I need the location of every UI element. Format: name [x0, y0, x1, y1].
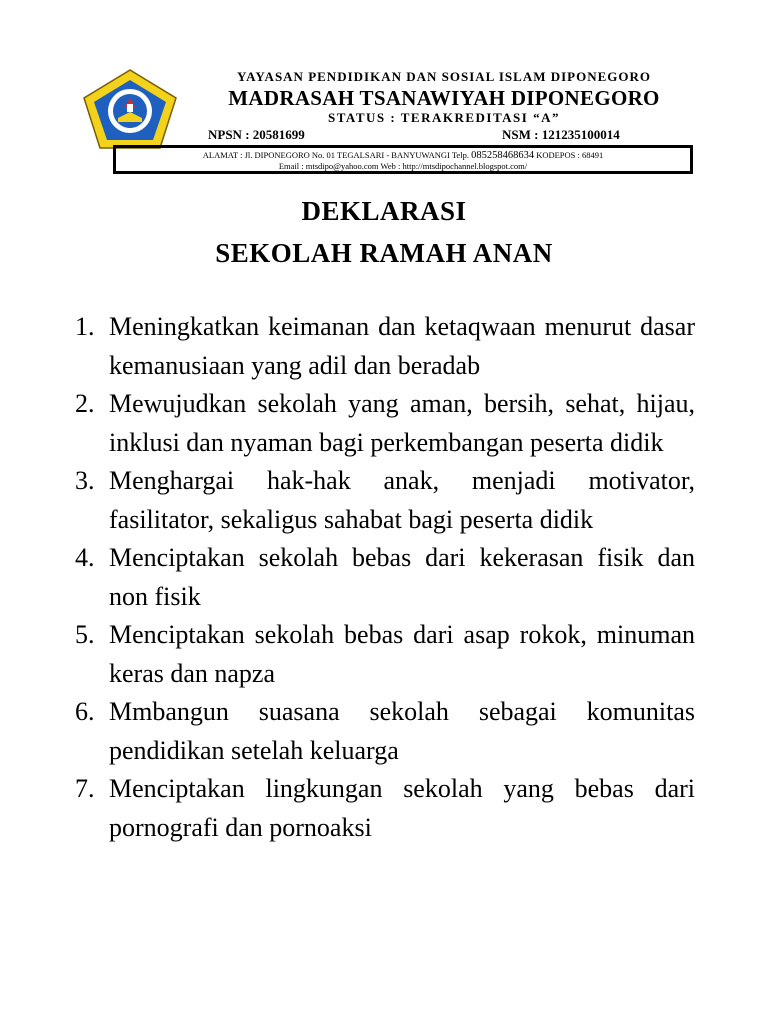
item-number: 3.	[75, 466, 95, 495]
item-text: Mewujudkan sekolah yang aman, bersih, sehat, hijau, inklusi dan nyaman bagi perkembangan peserta didik	[109, 389, 695, 457]
address-text: ALAMAT : Jl. DIPONEGORO No. 01 TEGALSARI - BANYUWANGI Telp.	[202, 150, 469, 160]
item-text: Menciptakan sekolah bebas dari asap rokok, minuman keras dan napza	[109, 620, 695, 688]
list-item	[75, 693, 695, 770]
document-subtitle: SEKOLAH RAMAH ANAN	[215, 238, 553, 268]
nsm-number: NSM : 121235100014	[502, 127, 620, 142]
item-number: 1.	[75, 312, 95, 341]
phone-number: 085258468634	[471, 150, 535, 161]
item-number: 7.	[75, 774, 95, 803]
list-item	[75, 539, 695, 616]
list-item	[75, 462, 695, 539]
declaration-list	[75, 308, 695, 847]
address-box	[113, 145, 693, 174]
list-item	[75, 616, 695, 693]
accreditation-status: STATUS : TERAKREDITASI “A”	[327, 110, 560, 125]
address-line	[116, 150, 690, 161]
item-number: 4.	[75, 543, 95, 572]
list-item	[75, 308, 695, 385]
item-number: 6.	[75, 697, 95, 726]
item-number: 5.	[75, 620, 95, 649]
item-text: Menciptakan lingkungan sekolah yang bebas dari pornografi dan pornoaksi	[109, 774, 695, 842]
contact-line: Email : mtsdipo@yahoo.com Web : http://mtsdipochannel.blogspot.com/	[278, 161, 528, 171]
school-name: MADRASAH TSANAWIYAH DIPONEGORO	[228, 86, 660, 110]
list-item	[75, 770, 695, 847]
foundation-name: YAYASAN PENDIDIKAN DAN SOSIAL ISLAM DIPONEGORO	[236, 69, 652, 84]
item-text: Meningkatkan keimanan dan ketaqwaan menurut dasar kemanusiaan yang adil dan beradab	[109, 312, 695, 380]
item-text: Menghargai hak-hak anak, menjadi motivator, fasilitator, sekaligus sahabat bagi peserta didik	[109, 466, 695, 534]
document-title: DEKLARASI	[301, 196, 467, 226]
item-text: Mmbangun suasana sekolah sebagai komunitas pendidikan setelah keluarga	[109, 697, 695, 765]
list-item	[75, 385, 695, 462]
item-number: 2.	[75, 389, 95, 418]
npsn-number: NPSN : 20581699	[208, 127, 305, 142]
postal-code: KODEPOS : 68491	[536, 150, 604, 160]
item-text: Menciptakan sekolah bebas dari kekerasan fisik dan non fisik	[109, 543, 695, 611]
